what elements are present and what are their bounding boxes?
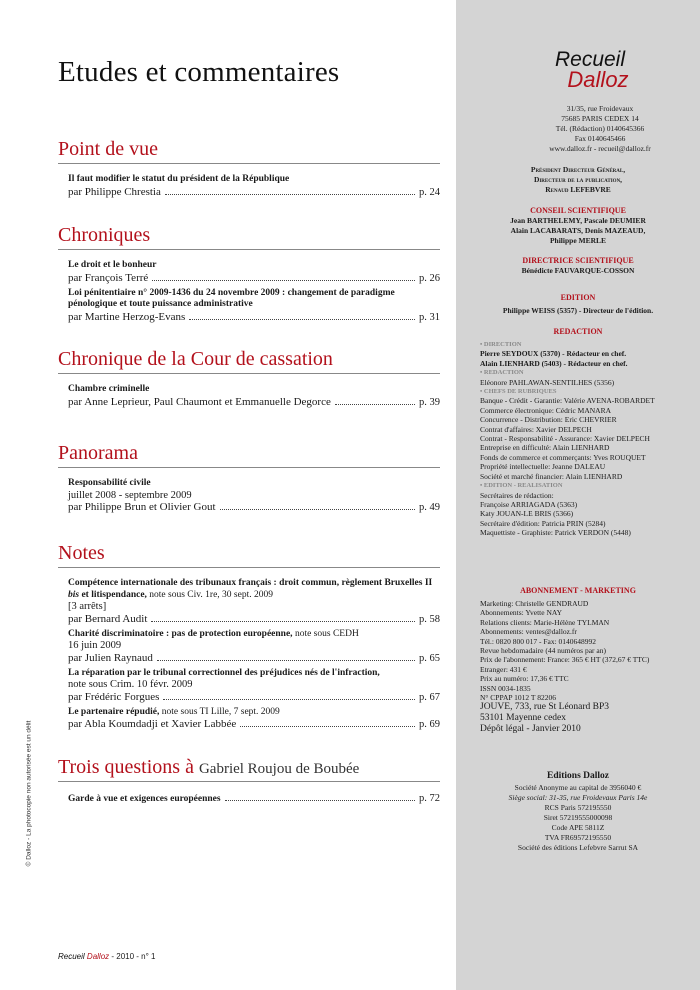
section-point-de-vue [58,138,440,199]
conseil-block: CONSEIL SCIENTIFIQUE Jean BARTHELEMY, Pascale DEUMIER Alain LACABARATS, Denis MAZEAUD, Philippe MERLE [510,206,646,245]
toc-entry[interactable] [68,668,440,704]
entry-author: par Frédéric Forgues [68,690,160,703]
entry-page: p. 65 [419,652,440,664]
section-title: Panorama [58,442,138,464]
toc-entry[interactable] [68,384,440,409]
redaction-heading: REDACTION [553,327,603,336]
section-title: Point de vue [58,138,158,160]
entry-title: Loi pénitentiaire n° 2009-1436 du 24 novembre 2009 : changement de paradigme pénologique et toute puissance administrative [68,287,395,309]
section-title: Chroniques [58,224,151,246]
entry-title: Garde à vue et exigences européennes [68,794,221,804]
toc-entry[interactable] [68,260,440,285]
abonnement-heading: ABONNEMENT - MARKETING [520,586,636,595]
toc-entry[interactable] [68,288,440,324]
entry-note: note sous TI Lille, 7 sept. 2009 [159,706,280,717]
edition-block: EDITION Philippe WEISS (5357) - Directeur de l'édition. [502,293,654,315]
entry-page: p. 39 [419,396,440,408]
entry-author: par Philippe Chrestia [68,185,161,198]
abonnement-list: Marketing: Christelle GENDRAUD Abonnements: Yvette NAY Relations clients: Marie-Hélène TYLMAN Abonnements: ventes@dalloz.fr Tél.: 0820 800 017 - Fax: 0140648992 Revue hebdomadaire (44 numéros par an) Prix de l'abonnement: France: 365 € HT (372,67 € TTC) Etranger: 431 € Prix au numéro: 17,36 € TTC ISSN 0034-1835 N° CPPAP 1012 T 82206 JOUVE, 733, rue St Léonard BP3 53101 Mayenne cedex Dépôt légal - Janvier 2010 [480,599,650,735]
staff-list: • DIRECTION Pierre SEYDOUX (5370) - Rédacteur en chef. Alain LIENHARD (5403) - Rédacteur en chef. • REDACTION Eléonore PAHLAWAN-SENTILHES (5356) • CHEFS DE RUBRIQUES Banque - Crédit - Garantie: Valérie AVENA-ROBARDET Commerce électronique: Cédric MANARA Concurrence - Distribution: Eric CHEVRIER Contrat d'affaires: Xavier DELPECH Contrat - Responsabilité - Assurance: Xavier DELPECH Entreprise en difficulté: Alain LIENHARD Fonds de commerce et commerçants: Yves ROUQUET Propriété intellectuelle: Jeanne DALEAU Société et marché financier: Alain LIENHARD • EDITION - REALISATION Secrétaires de rédaction: Françoise ARRIAGADA (5363) Katy JOUAN-LE BRIS (5366) Secrétaire d'édition: Patricia PRIN (5284) Maquettiste - Graphiste: Patrick VERDON (5448) [480,341,655,538]
entry-author: par Abla Koumdadji et Xavier Labbée [68,718,237,730]
copyright-side-note: © Dalloz - La photocopie non autorisée est un délit [25,720,33,867]
entry-note: note sous CEDH [292,628,359,639]
entry-page: p. 69 [419,719,440,730]
toc-entry[interactable] [68,578,440,626]
page-title: Etudes et commentaires [58,56,340,88]
section-title: Notes [58,542,105,564]
section-panorama [58,442,440,514]
entry-page: p. 31 [419,311,440,323]
divider [58,249,440,250]
entry-title: Le partenaire répudié, note sous TI Lille, 7 sept. 2009 [68,706,280,717]
toc-entry[interactable] [68,478,440,514]
entry-title: Responsabilité civile [68,478,151,488]
entry-author: par Anne Leprieur, Paul Chaumont et Emmanuelle Degorce [68,395,331,408]
entry-author: par Martine Herzog-Evans [68,310,186,323]
section-chroniques [58,224,440,324]
entry-author: par Philippe Brun et Olivier Gout [68,501,216,513]
divider [58,567,440,568]
section-trois-questions [58,756,440,806]
publisher-block: Président Directeur Général, Directeur de la publication, Renaud LEFEBVRE [530,165,626,194]
section-subtitle: Gabriel Roujou de Boubée [198,761,360,777]
entry-dates: juillet 2008 - septembre 2009 [68,489,192,501]
page-footer: Recueil Dalloz - 2010 - n° 1 [58,952,156,961]
section-notes [58,542,440,731]
toc-entry[interactable] [68,707,440,732]
entry-title: La réparation par le tribunal correctionnel des préjudices nés de l'infraction, [68,667,380,678]
entry-page: p. 58 [419,613,440,625]
entry-text: 16 juin 2009 [68,640,122,651]
editions-block: Editions Dalloz Société Anonyme au capital de 3956040 € Siège social: 31-35, rue Froidevaux Paris 14e RCS Paris 572195550 Siret 57219555000098 Code APE 5811Z TVA FR69572195550 Société des éditions Lefebvre Sarrut SA [508,771,648,852]
entry-page: p. 24 [419,186,440,198]
divider [58,373,440,374]
divider [58,781,440,782]
entry-page: p. 67 [419,691,440,703]
toc-entry[interactable] [68,792,440,806]
section-title: Chronique de la Cour de cassation [58,348,333,370]
address-block: 31/35, rue Froidevaux 75685 PARIS CEDEX 14 Tél. (Rédaction) 0140645366 Fax 0140645466 www.dalloz.fr - recueil@dalloz.fr [549,104,651,153]
section-cour-de-cassation [58,348,440,409]
toc-entry[interactable] [68,629,440,665]
entry-title: Il faut modifier le statut du président de la République [68,174,290,184]
entry-text: note sous Crim. 10 févr. 2009 [68,679,193,690]
divider [58,163,440,164]
entry-author: par Julien Raynaud [68,651,153,664]
toc-entry[interactable] [68,174,440,199]
entry-page: p. 26 [419,272,440,284]
entry-page: p. 72 [419,793,440,804]
entry-title: Charité discriminatoire : pas de protection européenne, note sous CEDH [68,628,359,639]
entry-title: Le droit et le bonheur [68,260,157,270]
entry-author: par Bernard Audit [68,612,148,625]
entry-author: par François Terré [68,271,149,284]
entry-title: Chambre criminelle [68,384,150,394]
entry-text: [3 arrêts] [68,601,107,612]
section-title: Trois questions à Gabriel Roujou de Boubée [58,756,360,778]
divider [58,467,440,468]
directrice-block: DIRECTRICE SCIENTIFIQUE Bénédicte FAUVARQUE-COSSON [521,256,635,275]
entry-title: Compétence internationale des tribunaux français : droit commun, règlement Bruxelles II bis et litispendance, note sous Civ. 1re, 30 sept. 2009 [68,578,433,600]
entry-note: note sous Civ. 1re, 30 sept. 2009 [146,589,273,600]
recueil-dalloz-logo: Recueil Dalloz [554,48,629,92]
entry-page: p. 49 [419,502,440,513]
